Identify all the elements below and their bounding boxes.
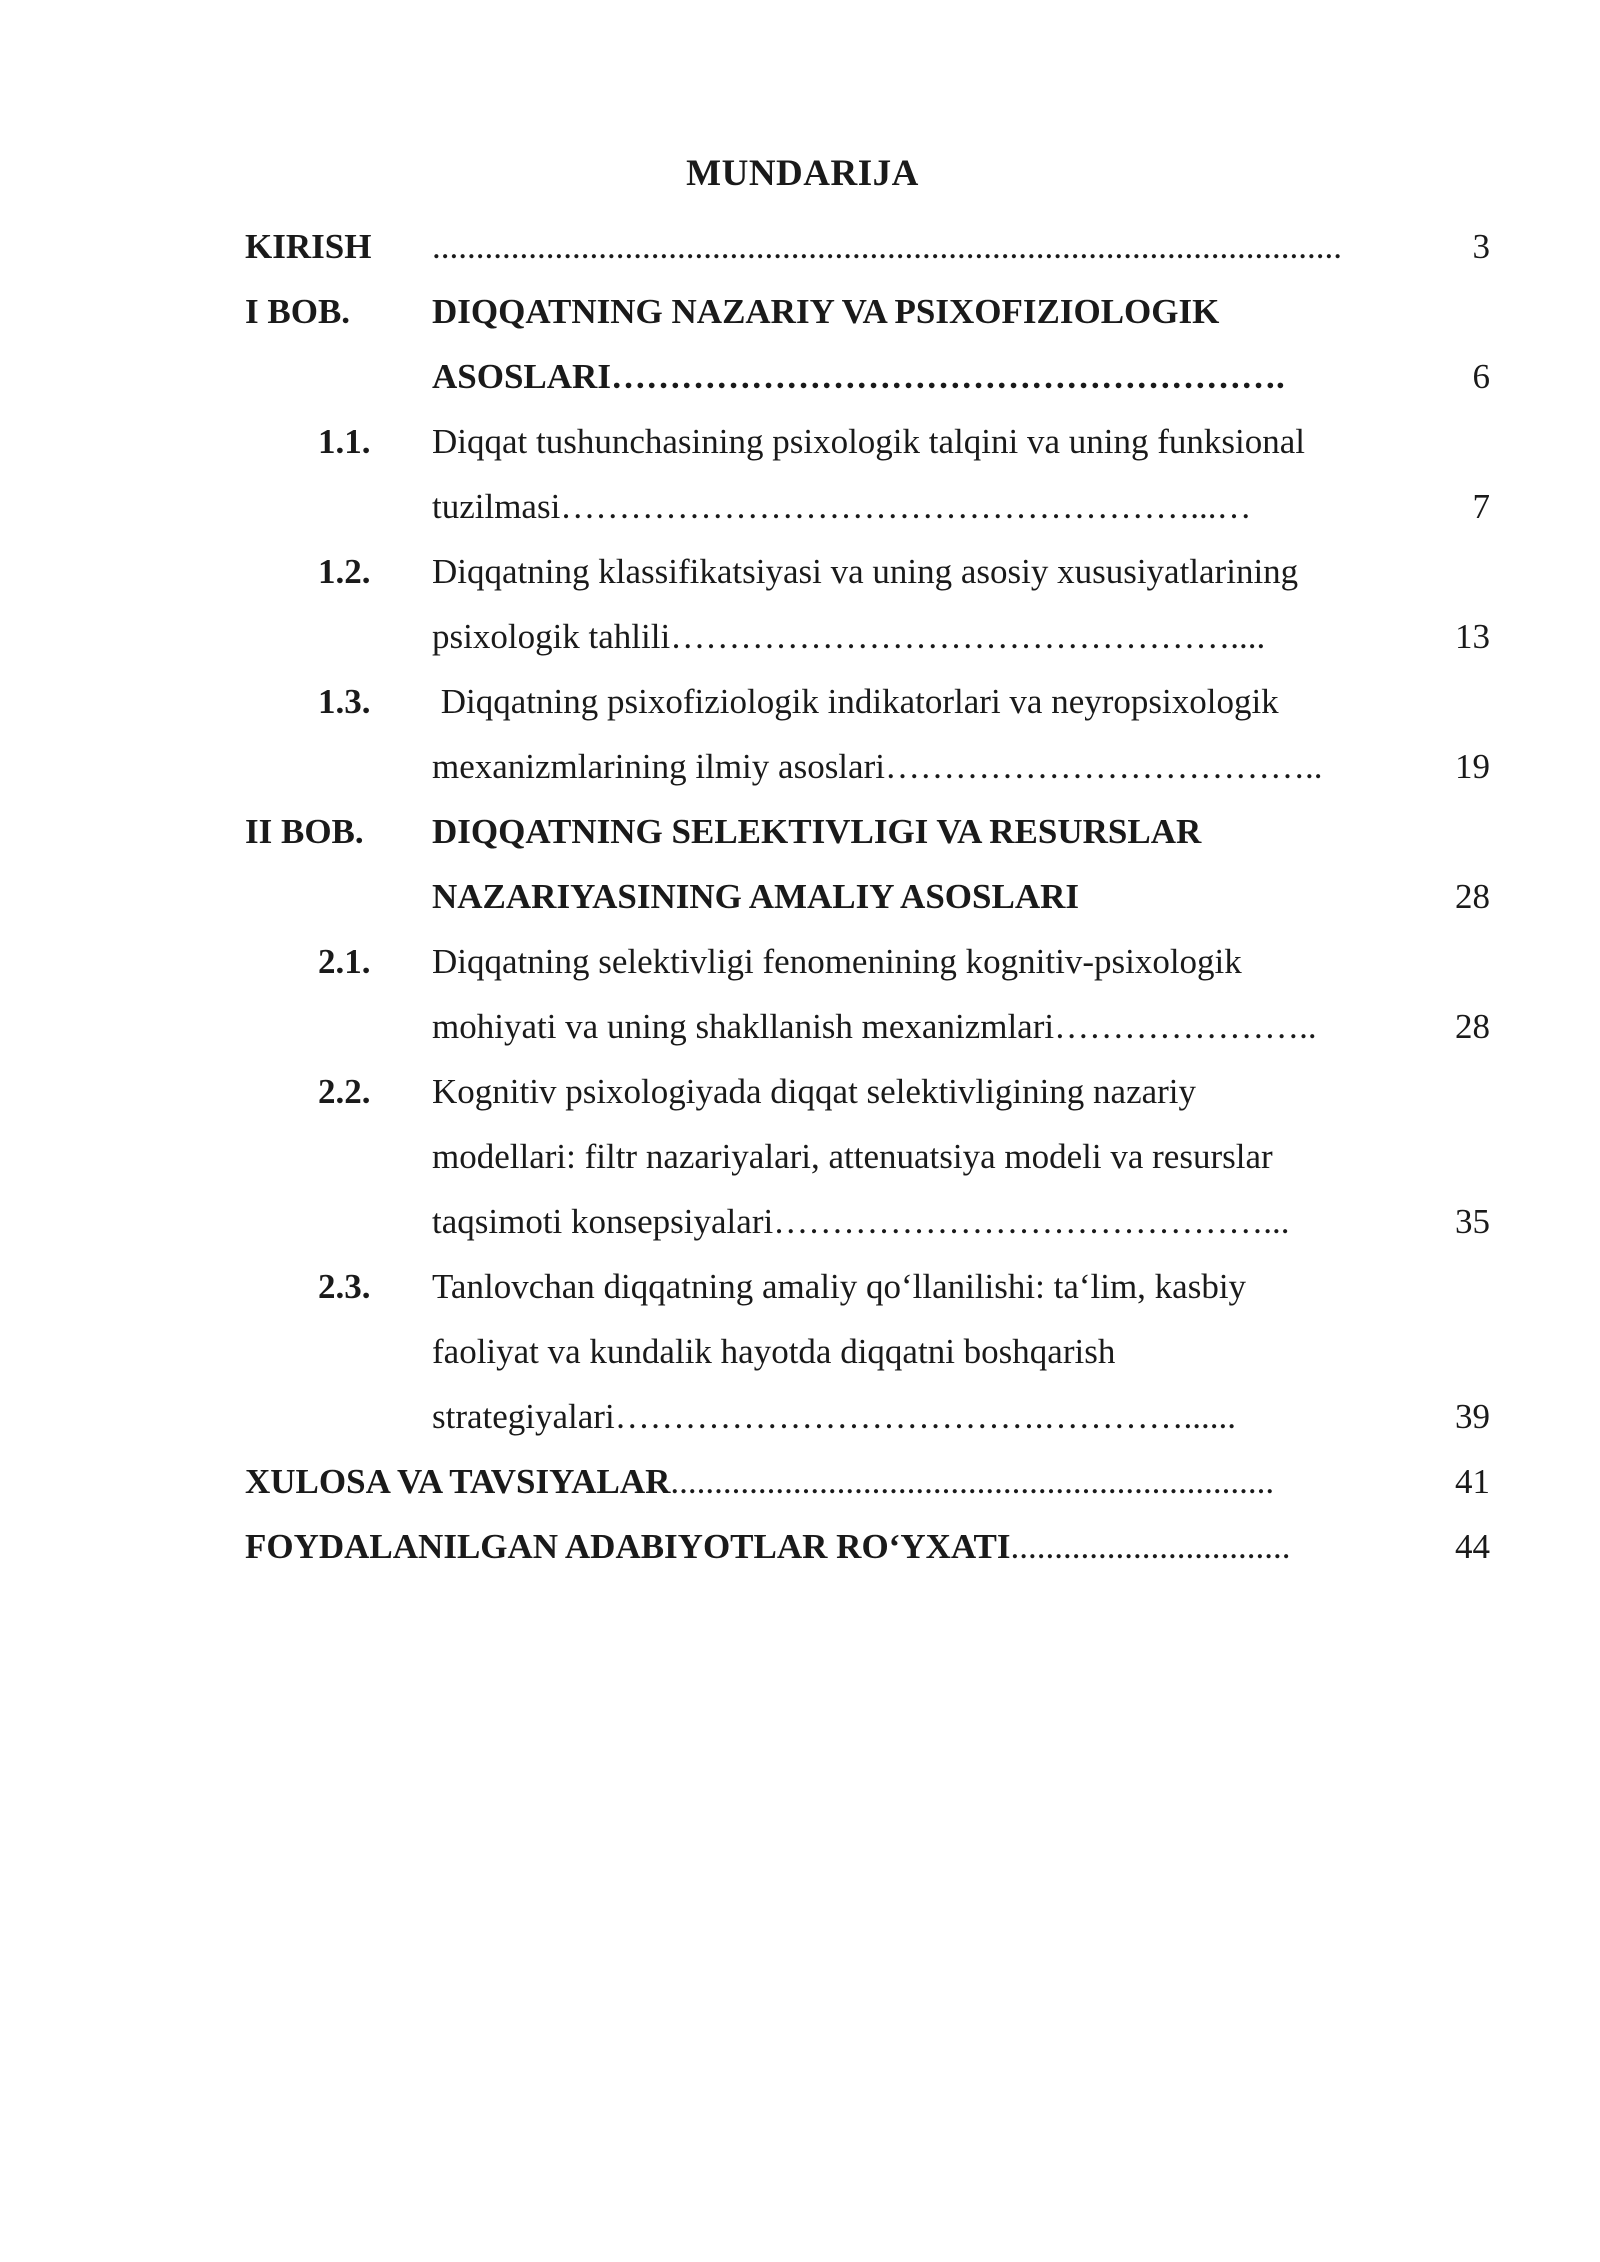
- entry-title-line: ASOSLARI………………………………………………….: [432, 357, 1285, 396]
- entry-page-number: 28: [1455, 877, 1490, 916]
- entry-title-line: DIQQATNING NAZARIY VA PSIXOFIZIOLOGIK: [432, 292, 1220, 331]
- entry-title-line: modellari: filtr nazariyalari, attenuatsiya modeli va resurslar: [432, 1137, 1273, 1176]
- entry-page-number: 44: [1455, 1527, 1490, 1566]
- entry-page-number: 35: [1455, 1202, 1490, 1241]
- toc-entry-kirish: [0, 214, 1600, 279]
- toc-entry-conclusion: [0, 1449, 1600, 1514]
- entry-title-line: Tanlovchan diqqatning amaliy qo‘llanilishi: ta‘lim, kasbiy: [432, 1267, 1247, 1306]
- entry-title-line: NAZARIYASINING AMALIY ASOSLARI: [432, 877, 1080, 916]
- entry-label: KIRISH: [245, 227, 372, 266]
- entry-page-number: 41: [1455, 1462, 1490, 1501]
- entry-leader-dots: ................................: [1010, 1527, 1291, 1566]
- entry-page-number: 13: [1455, 617, 1490, 656]
- entry-title-line: Kognitiv psixologiyada diqqat selektivligining nazariy: [432, 1072, 1197, 1111]
- entry-leader-dots: ........................................................................................................: [432, 227, 1342, 266]
- page-title: MUNDARIJA: [686, 153, 919, 194]
- entry-title-line: strategiyalari……………………………….…………......: [432, 1397, 1236, 1436]
- entry-page-number: 28: [1455, 1007, 1490, 1046]
- entry-title-line: taqsimoti konsepsiyalari……………………………………...: [432, 1202, 1290, 1241]
- toc-entry-2-1: [0, 929, 1600, 1059]
- toc-entry-1-3: [0, 669, 1600, 799]
- entry-number: 2.3.: [318, 1267, 371, 1306]
- entry-title-line: Diqqatning selektivligi fenomenining kognitiv-psixologik: [432, 942, 1242, 981]
- entry-number: 1.1.: [318, 422, 371, 461]
- entry-number: 2.2.: [318, 1072, 371, 1111]
- entry-label: XULOSA VA TAVSIYALAR: [245, 1462, 671, 1501]
- entry-title-line: faoliyat va kundalik hayotda diqqatni boshqarish: [432, 1332, 1116, 1371]
- entry-title-line: tuzilmasi………………………………………………...…: [432, 487, 1252, 526]
- entry-title-line: mexanizmlarining ilmiy asoslari………………………………..: [432, 747, 1323, 786]
- entry-leader-dots: .....................................................................: [670, 1462, 1275, 1501]
- toc-entry-bibliography: [0, 1514, 1600, 1579]
- entry-number: 1.3.: [318, 682, 371, 721]
- entry-title-line: [245, 1449, 1274, 1514]
- toc-entry-1-2: [0, 539, 1600, 669]
- entry-title-line: Diqqat tushunchasining psixologik talqini va uning funksional: [432, 422, 1305, 461]
- entry-label: FOYDALANILGAN ADABIYOTLAR RO‘YXATI: [245, 1527, 1011, 1566]
- entry-title-line: [245, 1514, 1291, 1579]
- toc-entry-1-1: [0, 409, 1600, 539]
- entry-number: 2.1.: [318, 942, 371, 981]
- entry-title-line: Diqqatning psixofiziologik indikatorlari va neyropsixologik: [432, 682, 1279, 721]
- entry-page-number: 3: [1472, 227, 1490, 266]
- entry-number: 1.2.: [318, 552, 371, 591]
- entry-page-number: 7: [1472, 487, 1490, 526]
- toc-entry-chapter-1: [0, 279, 1600, 409]
- toc-entry-2-3: [0, 1254, 1600, 1449]
- entry-title-line: mohiyati va uning shakllanish mexanizmlari…………………..: [432, 1007, 1317, 1046]
- toc-entry-2-2: [0, 1059, 1600, 1254]
- entry-title-line: Diqqatning klassifikatsiyasi va uning asosiy xususiyatlarining: [432, 552, 1299, 591]
- entry-page-number: 39: [1455, 1397, 1490, 1436]
- entry-label: I BOB.: [245, 292, 351, 331]
- entry-label: II BOB.: [245, 812, 364, 851]
- table-of-contents: [0, 214, 1600, 1579]
- entry-title-line: psixologik tahlili…………………………………………....: [432, 617, 1266, 656]
- entry-page-number: 6: [1472, 357, 1490, 396]
- entry-page-number: 19: [1455, 747, 1490, 786]
- entry-title-line: DIQQATNING SELEKTIVLIGI VA RESURSLAR: [432, 812, 1202, 851]
- toc-entry-chapter-2: [0, 799, 1600, 929]
